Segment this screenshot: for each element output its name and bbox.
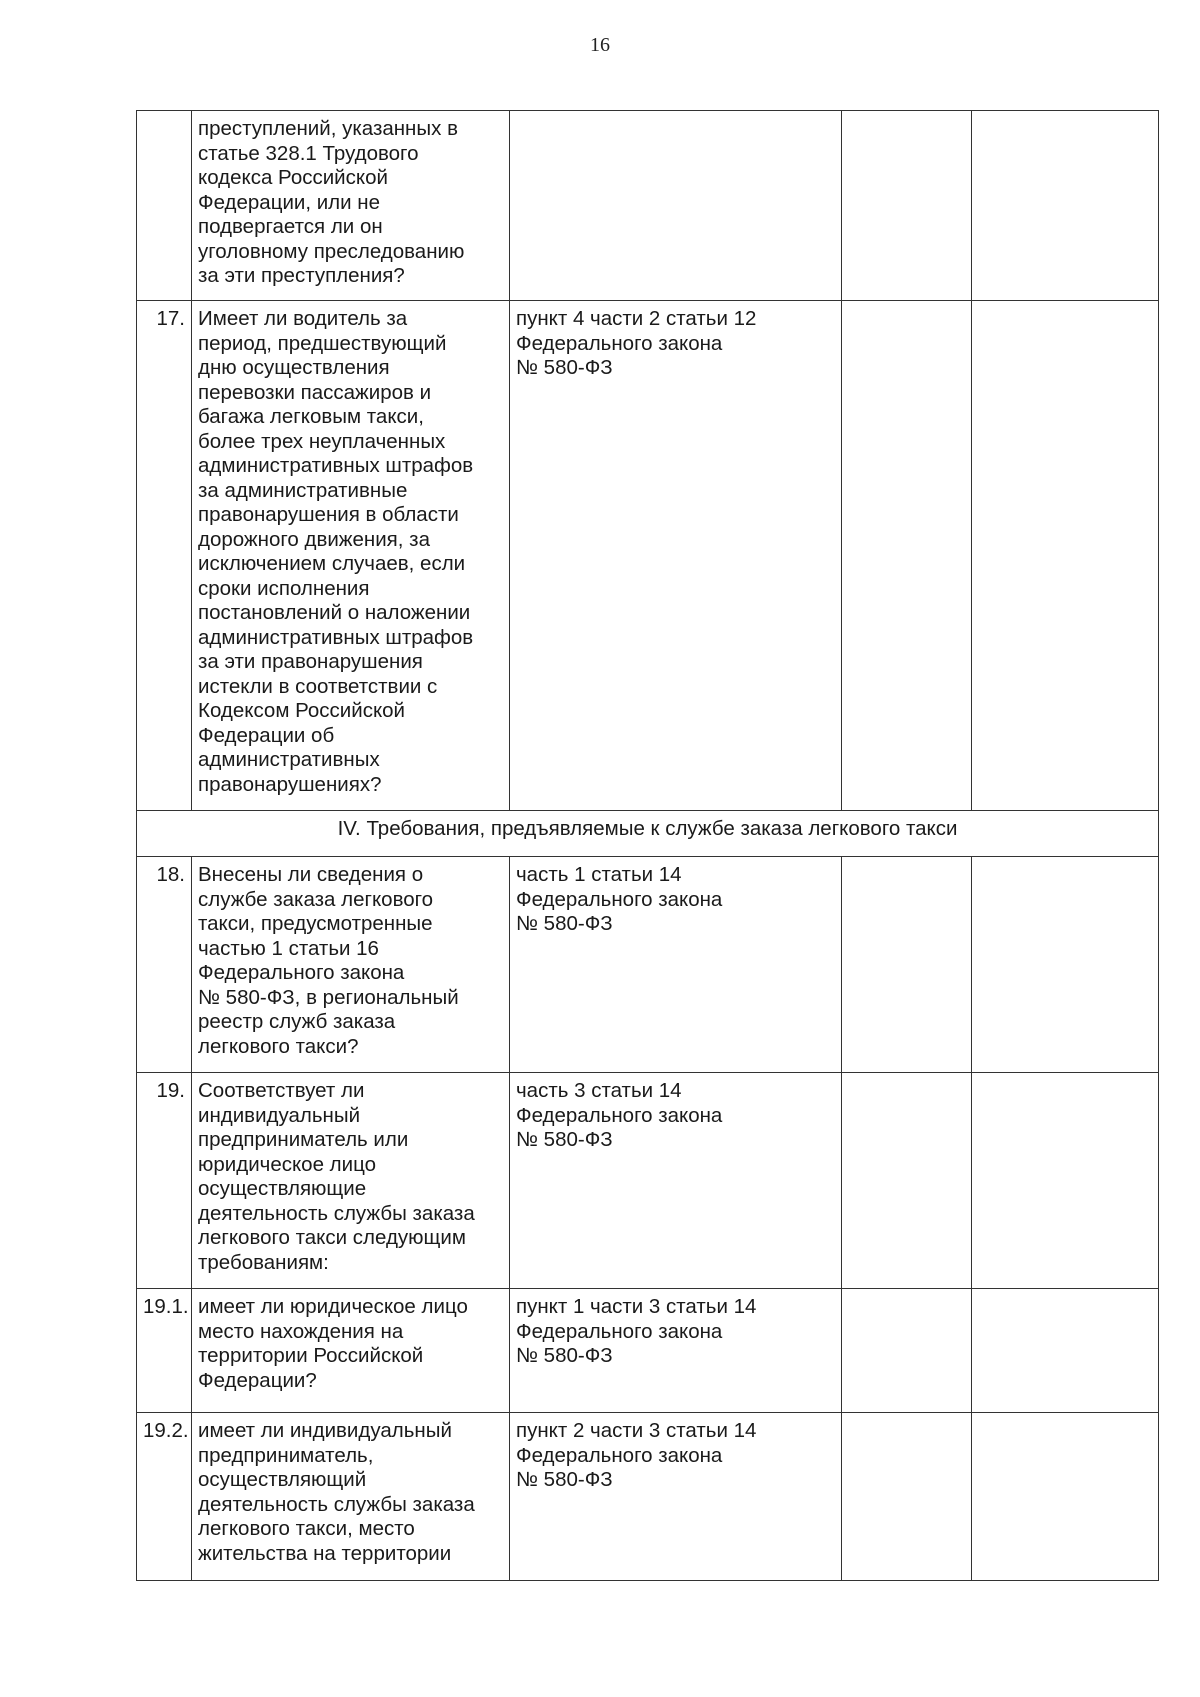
answer-cell	[842, 1289, 972, 1413]
row-number: 17.	[137, 301, 192, 811]
note-cell	[972, 301, 1159, 811]
reference-cell: часть 3 статьи 14 Федерального закона № 580-ФЗ	[510, 1073, 842, 1289]
question-cell: имеет ли юридическое лицо место нахождения на территории Российской Федерации?	[192, 1289, 510, 1413]
note-cell	[972, 1289, 1159, 1413]
question-cell: Соответствует ли индивидуальный предприниматель или юридическое лицо осуществляющие деятельность службы заказа легкового такси следующим требованиям:	[192, 1073, 510, 1289]
note-cell	[972, 1073, 1159, 1289]
row-number: 19.	[137, 1073, 192, 1289]
question-cell: Имеет ли водитель за период, предшествующий дню осуществления перевозки пассажиров и багажа легковым такси, более трех неуплаченных административных штрафов за административные правонарушения в области дорожного движения, за исключением случаев, если сроки исполнения постановлений о наложении административных штрафов за эти правонарушения истекли в соответствии с Кодексом Российской Федерации об административных правонарушениях?	[192, 301, 510, 811]
reference-cell: пункт 1 части 3 статьи 14 Федерального закона № 580-ФЗ	[510, 1289, 842, 1413]
table-row	[137, 857, 1159, 1073]
answer-cell	[842, 1073, 972, 1289]
question-cell: Внесены ли сведения о службе заказа легкового такси, предусмотренные частью 1 статьи 16 Федерального закона № 580-ФЗ, в региональный реестр служб заказа легкового такси?	[192, 857, 510, 1073]
checklist-table	[136, 110, 1159, 1581]
reference-cell: пункт 2 части 3 статьи 14 Федерального закона № 580-ФЗ	[510, 1413, 842, 1581]
answer-cell	[842, 111, 972, 301]
reference-cell	[510, 111, 842, 301]
note-cell	[972, 857, 1159, 1073]
reference-cell: часть 1 статьи 14 Федерального закона № 580-ФЗ	[510, 857, 842, 1073]
section-row	[137, 811, 1159, 857]
page-number: 16	[590, 34, 610, 56]
note-cell	[972, 1413, 1159, 1581]
row-number: 19.2.	[137, 1413, 192, 1581]
reference-cell: пункт 4 части 2 статьи 12 Федерального закона № 580-ФЗ	[510, 301, 842, 811]
note-cell	[972, 111, 1159, 301]
question-cell: имеет ли индивидуальный предприниматель, осуществляющий деятельность службы заказа легкового такси, место жительства на территории	[192, 1413, 510, 1581]
answer-cell	[842, 301, 972, 811]
table-row	[137, 1289, 1159, 1413]
row-number: 19.1.	[137, 1289, 192, 1413]
row-number	[137, 111, 192, 301]
section-header: IV. Требования, предъявляемые к службе заказа легкового такси	[137, 811, 1159, 857]
table-row	[137, 111, 1159, 301]
answer-cell	[842, 1413, 972, 1581]
table-row	[137, 1413, 1159, 1581]
answer-cell	[842, 857, 972, 1073]
table-row	[137, 1073, 1159, 1289]
table-row	[137, 301, 1159, 811]
question-cell: преступлений, указанных в статье 328.1 Трудового кодекса Российской Федерации, или не подвергается ли он уголовному преследованию за эти преступления?	[192, 111, 510, 301]
row-number: 18.	[137, 857, 192, 1073]
